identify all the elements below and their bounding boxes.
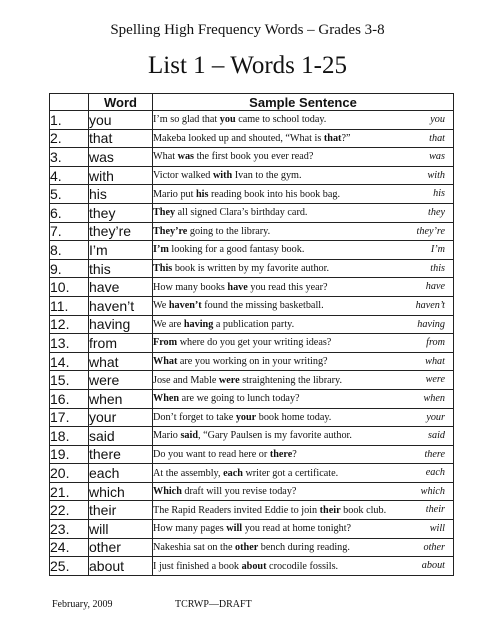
sentence-text: , “Gary Paulsen is my favorite author. [198,430,352,442]
footer-date: February, 2009 [52,599,113,610]
row-number: 15. [50,371,89,390]
row-number: 24. [50,538,89,557]
practice-word: each [425,467,445,479]
table-row [50,315,454,334]
sentence-text: book club. [340,504,387,516]
row-number: 21. [50,482,89,501]
table-row [50,334,454,353]
highlighted-word: there [269,448,293,460]
highlighted-word: From [153,337,178,349]
sample-sentence [153,449,297,460]
highlighted-word: with [212,170,233,182]
highlighted-word: have [227,281,248,293]
sentence-text: I’m so glad that [153,114,220,126]
row-sentence-cell [153,166,454,185]
table-row [50,445,454,464]
header-number-cell [50,94,89,111]
table-row [50,520,454,539]
row-number: 17. [50,408,89,427]
table-row [50,408,454,427]
row-number: 23. [50,520,89,539]
sentence-text: reading book into his book bag. [208,188,341,200]
word-table [49,93,454,576]
row-number: 1. [50,111,89,130]
table-row [50,166,454,185]
row-number: 5. [50,185,89,204]
sample-sentence [153,337,331,348]
sample-sentence [153,244,304,255]
practice-word: was [429,151,445,163]
highlighted-word: each [223,467,243,479]
row-word: were [89,371,153,390]
sentence-text: How many pages [153,523,227,535]
row-word: their [89,501,153,520]
row-number: 3. [50,148,89,167]
row-sentence-cell [153,464,454,483]
row-number: 16. [50,389,89,408]
practice-word: about [421,560,445,572]
sentence-text: Jose and Mable [153,374,219,386]
sample-sentence [153,114,326,125]
row-number: 11. [50,296,89,315]
sentence-text: book is written by my favorite author. [172,263,330,275]
row-word: having [89,315,153,334]
sentence-text: We are [153,318,184,330]
sentence-text: came to school today. [235,114,327,126]
row-word: haven’t [89,296,153,315]
sentence-text: draft will you revise today? [181,486,297,498]
table-row [50,129,454,148]
practice-word: other [423,541,445,553]
sentence-text: are you working on in your writing? [177,356,328,368]
row-sentence-cell [153,389,454,408]
highlighted-word: were [218,374,240,386]
highlighted-word: haven’t [168,300,202,312]
row-sentence-cell [153,203,454,222]
table-row [50,148,454,167]
footer-draft-label: TCRWP—DRAFT [175,599,252,610]
practice-word: haven’t [415,299,445,311]
sentence-text: are we going to lunch today? [179,393,300,405]
row-number: 13. [50,334,89,353]
highlighted-word: said [180,430,199,442]
table-row [50,222,454,241]
practice-word: they’re [416,225,445,237]
highlighted-word: you [219,114,236,126]
row-number: 18. [50,427,89,446]
row-sentence-cell [153,557,454,576]
table-row [50,278,454,297]
table-row [50,352,454,371]
sentence-text: found the missing basketball. [201,300,324,312]
row-word: you [89,111,153,130]
row-number: 14. [50,352,89,371]
highlighted-word: other [235,541,259,553]
sentence-text: ? [292,448,297,460]
row-word: each [89,464,153,483]
sample-sentence [153,263,329,274]
row-number: 8. [50,241,89,260]
highlighted-word: about [241,560,267,572]
row-word: with [89,166,153,185]
sentence-text: going to the library. [187,225,271,237]
sentence-text: Do you want to read here or [153,448,270,460]
row-word: I’m [89,241,153,260]
practice-word: they [428,206,445,218]
sample-sentence [153,523,351,534]
sentence-text: ?” [341,132,351,144]
sample-sentence [153,189,340,200]
highlighted-word: What [153,356,178,368]
sample-sentence [153,468,338,479]
practice-word: were [425,374,445,386]
sample-sentence [153,151,313,162]
row-word: your [89,408,153,427]
highlighted-word: their [319,504,341,516]
sentence-text: At the assembly, [153,467,224,479]
highlighted-word: his [196,188,209,200]
sentence-text: a publication party. [213,318,295,330]
table-row [50,427,454,446]
practice-word: there [424,448,445,460]
row-number: 22. [50,501,89,520]
sentence-text: where do you get your writing ideas? [177,337,332,349]
row-word: about [89,557,153,576]
row-word: his [89,185,153,204]
sample-sentence [153,412,331,423]
sample-sentence [153,133,350,144]
row-sentence-cell [153,352,454,371]
table-row [50,482,454,501]
row-sentence-cell [153,111,454,130]
row-word: have [89,278,153,297]
highlighted-word: was [177,151,195,163]
sentence-text: all signed Clara’s birthday card. [175,207,308,219]
highlighted-word: They’re [153,225,188,237]
sentence-text: The Rapid Readers invited Eddie to join [153,504,320,516]
highlighted-word: Which [153,486,182,498]
row-number: 19. [50,445,89,464]
practice-word: you [430,114,445,125]
highlighted-word: having [183,318,214,330]
practice-word: what [425,355,445,367]
sample-sentence [153,207,307,218]
sample-sentence [153,505,386,516]
highlighted-word: When [153,393,180,405]
row-sentence-cell [153,482,454,501]
sentence-text: straightening the library. [239,374,342,386]
highlighted-word: They [153,207,176,219]
sentence-text: Mario [153,430,181,442]
sample-sentence [153,430,352,441]
sentence-text: Nakeshia sat on the [153,541,236,553]
row-sentence-cell [153,148,454,167]
sample-sentence [153,282,328,293]
practice-word: from [426,337,445,349]
row-sentence-cell [153,501,454,520]
word-rows [50,111,454,576]
row-sentence-cell [153,334,454,353]
sentence-text: crocodile fossils. [266,560,339,572]
row-word: which [89,482,153,501]
practice-word: with [427,169,445,181]
table-row [50,389,454,408]
row-number: 7. [50,222,89,241]
practice-word: having [417,318,445,330]
sample-sentence [153,226,270,237]
sentence-text: We [153,300,169,312]
row-number: 4. [50,166,89,185]
sentence-text: writer got a certificate. [242,467,339,479]
row-word: they [89,203,153,222]
row-number: 10. [50,278,89,297]
sentence-text: Mario put [153,188,197,200]
highlighted-word: that [323,132,342,144]
row-sentence-cell [153,520,454,539]
sample-sentence [153,356,328,367]
sample-sentence [153,542,350,553]
header-sample-sentence: Sample Sentence [153,94,454,111]
row-number: 25. [50,557,89,576]
row-word: other [89,538,153,557]
sentence-text: looking for a good fantasy book. [168,244,305,256]
sample-sentence [153,170,302,181]
practice-word: this [430,262,445,274]
row-word: when [89,389,153,408]
sentence-text: book home today. [256,411,332,423]
row-word: will [89,520,153,539]
row-sentence-cell [153,371,454,390]
table-row [50,259,454,278]
list-title: List 1 – Words 1-25 [148,52,347,79]
sentence-text: Don’t forget to take [153,411,236,423]
row-word: they’re [89,222,153,241]
table-row [50,371,454,390]
row-sentence-cell [153,222,454,241]
practice-word: have [425,281,445,293]
table-row [50,464,454,483]
document-title: Spelling High Frequency Words – Grades 3-8 [110,22,385,38]
row-sentence-cell [153,445,454,464]
sample-sentence [153,375,342,386]
row-sentence-cell [153,315,454,334]
practice-word: their [425,504,445,516]
practice-word: I’m [430,244,445,256]
row-word: what [89,352,153,371]
row-word: that [89,129,153,148]
practice-word: his [433,188,445,200]
row-sentence-cell [153,129,454,148]
practice-word: that [429,132,445,144]
sample-sentence [153,393,300,404]
sentence-text: Ivan to the gym. [232,170,302,182]
row-word: was [89,148,153,167]
highlighted-word: I’m [153,244,169,256]
sample-sentence [153,486,296,497]
header-word: Word [89,94,153,111]
sentence-text: How many books [153,281,228,293]
highlighted-word: will [226,523,243,535]
row-word: said [89,427,153,446]
row-number: 20. [50,464,89,483]
sentence-text: What [153,151,178,163]
practice-word: said [428,430,445,442]
table-row [50,296,454,315]
row-sentence-cell [153,185,454,204]
row-number: 2. [50,129,89,148]
sentence-text: you read at home tonight? [242,523,352,535]
row-sentence-cell [153,408,454,427]
table-row [50,557,454,576]
sentence-text: bench during reading. [258,541,350,553]
table-row [50,203,454,222]
row-sentence-cell [153,259,454,278]
table-row [50,185,454,204]
sentence-text: I just finished a book [153,560,242,572]
row-sentence-cell [153,427,454,446]
highlighted-word: your [235,411,257,423]
table-header-row [50,94,454,111]
sentence-text: you read this year? [247,281,328,293]
row-sentence-cell [153,241,454,260]
table-row [50,538,454,557]
row-sentence-cell [153,538,454,557]
sample-sentence [153,561,338,572]
row-number: 6. [50,203,89,222]
row-word: this [89,259,153,278]
practice-word: will [429,523,445,535]
row-sentence-cell [153,278,454,297]
row-word: there [89,445,153,464]
sample-sentence [153,319,294,330]
table-row [50,241,454,260]
table-row [50,501,454,520]
row-word: from [89,334,153,353]
practice-word: which [420,485,445,497]
row-number: 12. [50,315,89,334]
table-row [50,111,454,130]
practice-word: your [426,411,445,423]
sentence-text: Victor walked [153,170,213,182]
sentence-text: the first book you ever read? [194,151,314,163]
row-number: 9. [50,259,89,278]
sample-sentence [153,300,324,311]
highlighted-word: This [153,263,173,275]
sentence-text: Makeba looked up and shouted, “What is [153,132,324,144]
row-sentence-cell [153,296,454,315]
practice-word: when [423,392,445,404]
